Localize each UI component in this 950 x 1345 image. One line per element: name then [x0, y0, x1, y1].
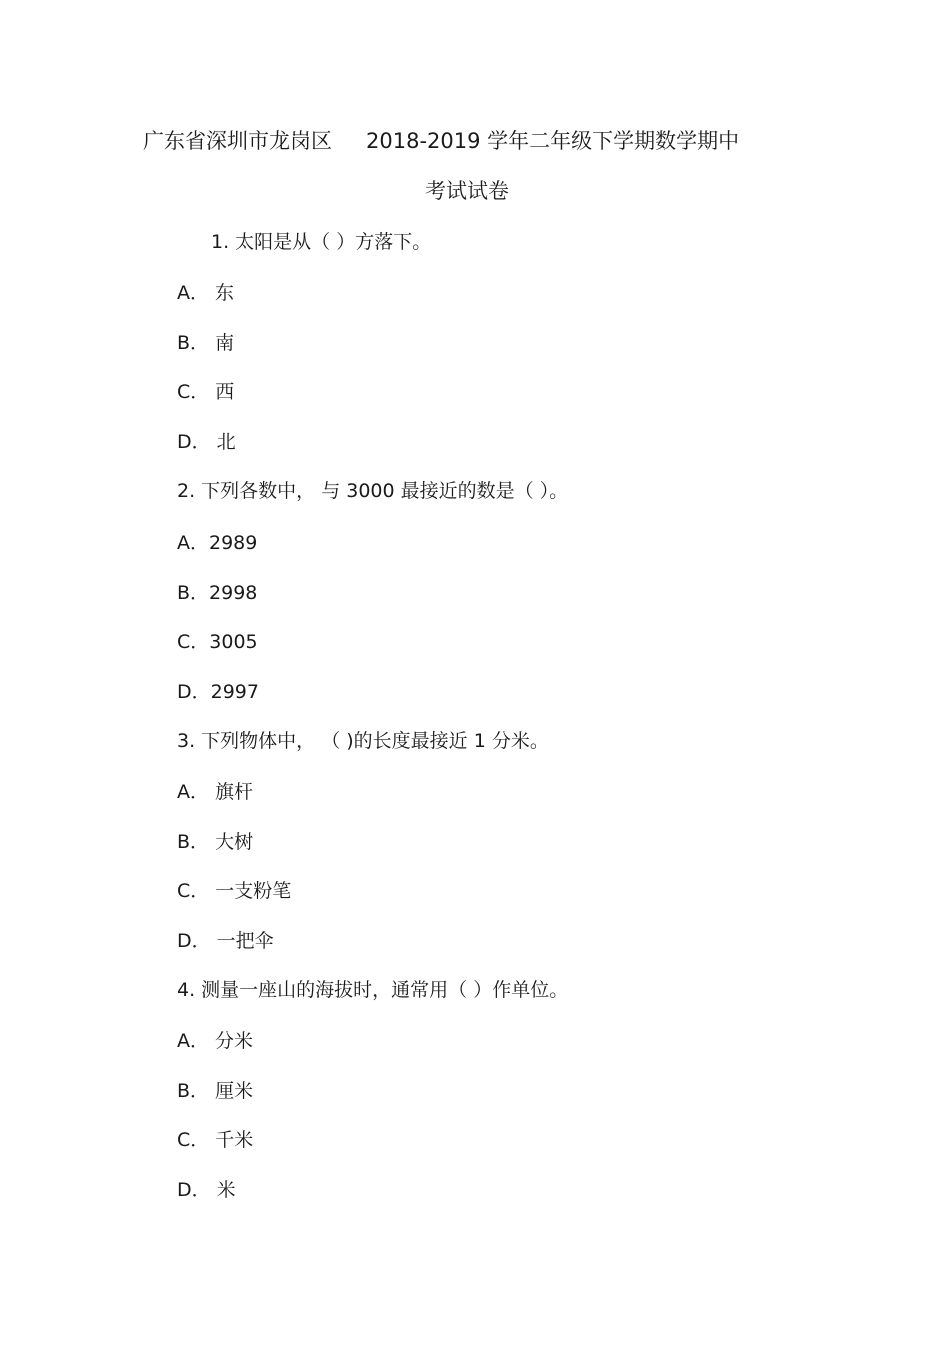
- question-1-option-b: B． 南: [177, 332, 235, 354]
- question-2-stem: 2. 下列各数中， 与 3000 最接近的数是（ ）。: [177, 480, 569, 502]
- question-2-option-c: C．3005: [177, 631, 258, 653]
- question-3-stem: 3. 下列物体中， （ )的长度最接近 1 分米。: [177, 730, 549, 752]
- question-4-option-a: A． 分米: [177, 1030, 254, 1052]
- exam-title-line-1: [143, 131, 739, 152]
- question-3-option-a: A． 旗杆: [177, 781, 254, 803]
- exam-title-term: 2018-2019 学年二年级下学期数学期中: [366, 129, 740, 153]
- exam-title-line-2: 考试试卷: [425, 179, 509, 203]
- question-4-option-c: C． 千米: [177, 1129, 254, 1151]
- question-1-option-d: D． 北: [177, 431, 236, 453]
- question-4-option-b: B． 厘米: [177, 1080, 254, 1102]
- question-2-option-d: D．2997: [177, 681, 259, 703]
- question-1-stem: 1. 太阳是从（ ）方落下。: [211, 231, 432, 253]
- question-4-stem: 4. 测量一座山的海拔时，通常用（ ）作单位。: [177, 979, 569, 1001]
- question-1-option-c: C． 西: [177, 381, 235, 403]
- question-2-option-a: A．2989: [177, 532, 258, 554]
- question-1-option-a: A． 东: [177, 282, 235, 304]
- question-2-option-b: B．2998: [177, 582, 258, 604]
- exam-title-region: 广东省深圳市龙岗区: [143, 129, 332, 153]
- question-3-option-c: C． 一支粉笔: [177, 880, 292, 902]
- question-4-option-d: D． 米: [177, 1179, 236, 1201]
- question-3-option-d: D． 一把伞: [177, 930, 274, 952]
- question-3-option-b: B． 大树: [177, 831, 254, 853]
